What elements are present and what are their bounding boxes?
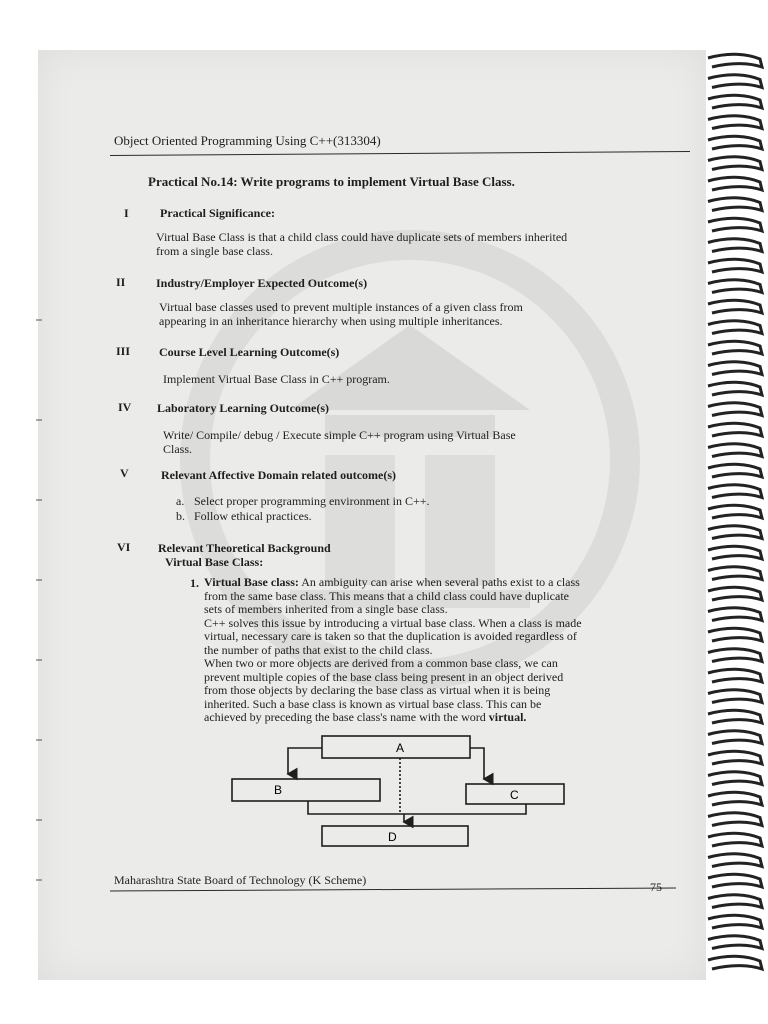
binding-coil	[708, 239, 762, 252]
theory-body	[204, 576, 634, 725]
binding-coil	[708, 874, 762, 887]
section-heading: Laboratory Learning Outcome(s)	[157, 401, 329, 415]
text-line: from the same base class. This means that a child class could have duplicate	[204, 588, 569, 603]
box-c-label: C	[510, 788, 519, 802]
section-text	[156, 230, 567, 258]
binding-coil	[708, 833, 762, 846]
list-marker: b.	[176, 509, 185, 523]
text-line: virtual, necessary care is taken so that the duplication is avoided regardless of	[204, 629, 577, 643]
binding-coil	[708, 198, 762, 211]
text-line: Virtual base classes used to prevent multiple instances of a given class from	[159, 300, 523, 314]
edge-c-d	[404, 804, 526, 814]
text-line: Write/ Compile/ debug / Execute simple C++ program using Virtual Base	[163, 428, 516, 442]
edge-a-c	[470, 748, 484, 779]
section-number: II	[116, 275, 126, 289]
box-a-label: A	[396, 741, 405, 755]
binding-coil	[708, 157, 762, 170]
binding-coil	[708, 362, 762, 375]
binding-coil	[708, 505, 762, 518]
text-line: from those objects by declaring the base class as virtual when it is being	[204, 683, 551, 697]
box-b	[232, 779, 380, 801]
binding-coil	[708, 628, 762, 641]
binding-coil	[708, 218, 762, 231]
section-number: III	[116, 344, 131, 358]
binding-coil	[708, 587, 762, 600]
item-number: 1.	[190, 576, 199, 590]
binding-coil	[708, 772, 762, 785]
list-item	[176, 509, 429, 524]
list-item	[176, 494, 429, 509]
section-number: V	[120, 466, 129, 480]
text-fragment: achieved by preceding the base class's name with the word	[204, 710, 489, 724]
binding-coil	[708, 464, 762, 477]
text-line: sets of members inherited from a single base class.	[204, 602, 448, 616]
spiral-binding	[704, 50, 768, 980]
binding-coil	[708, 895, 762, 908]
inheritance-diagram	[226, 734, 572, 852]
binding-coil	[708, 546, 762, 559]
section-text	[163, 428, 516, 456]
binding-coil	[708, 608, 762, 621]
text-fragment: An ambiguity can arise when several paths exist to a class	[301, 575, 580, 589]
binding-coil	[708, 280, 762, 293]
binding-coil	[708, 854, 762, 867]
binding-coil	[708, 792, 762, 805]
binding-coil	[708, 300, 762, 313]
section-heading: Industry/Employer Expected Outcome(s)	[156, 276, 368, 290]
section-heading: Practical Significance:	[160, 206, 275, 220]
section-number: IV	[118, 400, 132, 414]
page-number: 75	[650, 880, 662, 894]
practical-title: Practical No.14: Write programs to implement Virtual Base Class.	[148, 174, 515, 189]
binding-coil	[708, 259, 762, 272]
binding-coil	[708, 54, 762, 67]
binding-coil	[708, 567, 762, 580]
binding-coil	[708, 690, 762, 703]
binding-coil	[708, 669, 762, 682]
edge-a-b	[288, 748, 322, 774]
theory-subheading: Virtual Base Class:	[165, 555, 264, 569]
list-text: Follow ethical practices.	[194, 509, 312, 523]
binding-coil	[708, 116, 762, 129]
text-line: prevent multiple copies of the base class being present in an object derived	[204, 669, 564, 684]
binding-coil	[708, 95, 762, 108]
text-line	[204, 711, 634, 725]
binding-coil	[708, 382, 762, 395]
binding-coil	[708, 177, 762, 190]
section-text	[163, 372, 390, 386]
footer-text: Maharashtra State Board of Technology (K Scheme)	[114, 873, 367, 887]
edge-b-d	[308, 801, 404, 814]
item-title: Virtual Base class:	[204, 575, 299, 589]
section-number: VI	[117, 540, 131, 554]
binding-coil	[708, 485, 762, 498]
list-marker: a.	[176, 494, 185, 508]
binding-coil	[708, 75, 762, 88]
binding-coil	[708, 649, 762, 662]
text-line: Class.	[163, 442, 193, 456]
list-text: Select proper programming environment in C++.	[194, 494, 430, 508]
header-title: Object Oriented Programming Using C++(313304)	[114, 133, 381, 148]
binding-coil	[708, 915, 762, 928]
binding-coil	[708, 321, 762, 334]
text-line: Virtual Base Class is that a child class could have duplicate sets of members inherited	[156, 230, 568, 244]
binding-coil	[708, 751, 762, 764]
binding-coil	[708, 136, 762, 149]
text-line: inherited. Such a base class is known as virtual base class. This can be	[204, 696, 542, 711]
text-line: When two or more objects are derived from a common base class, we can	[204, 656, 558, 670]
section-heading: Relevant Affective Domain related outcome(s)	[161, 468, 397, 482]
binding-coil	[708, 813, 762, 826]
text-line: appearing in an inheritance hierarchy when using multiple inheritances.	[159, 314, 503, 328]
margin-ticks	[36, 300, 44, 920]
keyword: virtual.	[488, 710, 527, 724]
text-line: from a single base class.	[156, 244, 273, 258]
box-b-label: B	[274, 783, 283, 797]
binding-coil	[708, 423, 762, 436]
outcomes-list	[176, 494, 429, 524]
binding-coil	[708, 341, 762, 354]
section-text	[159, 300, 523, 328]
box-d-label: D	[388, 830, 397, 844]
binding-coil	[708, 403, 762, 416]
binding-coil	[708, 444, 762, 457]
text-line	[204, 576, 634, 590]
binding-coil	[708, 526, 762, 539]
text-line: C++ solves this issue by introducing a virtual base class. When a class is made	[204, 615, 582, 630]
section-number: I	[124, 206, 129, 220]
section-heading: Course Level Learning Outcome(s)	[159, 345, 340, 359]
section-heading: Relevant Theoretical Background	[158, 541, 331, 555]
binding-coil	[708, 936, 762, 949]
binding-coil	[708, 956, 762, 969]
text-line: Implement Virtual Base Class in C++ program.	[163, 372, 390, 386]
binding-coil	[708, 731, 762, 744]
text-line: the number of paths that exist to the child class.	[204, 642, 433, 657]
binding-coil	[708, 710, 762, 723]
